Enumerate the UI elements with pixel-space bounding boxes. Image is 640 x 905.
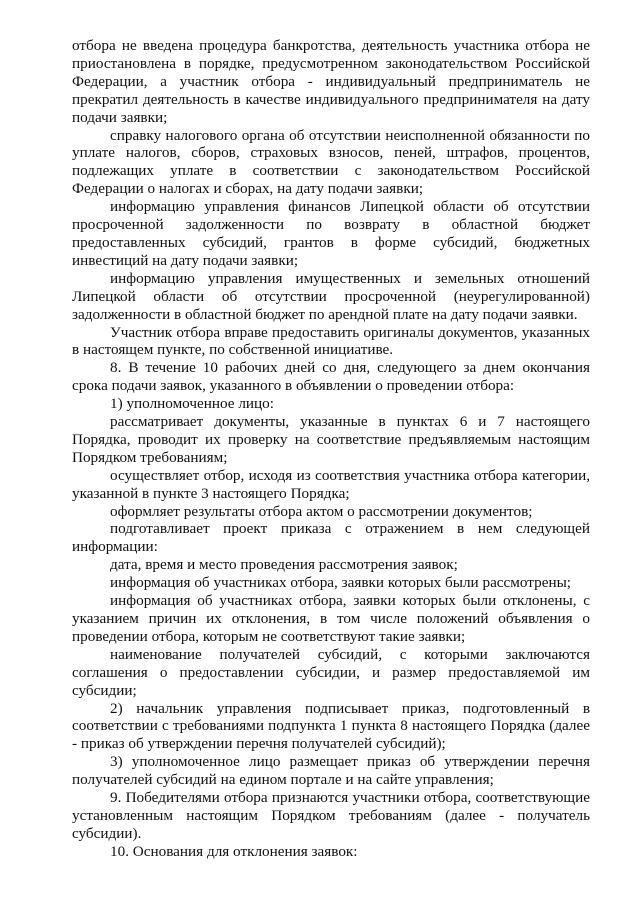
paragraph: 2) начальник управления подписывает приказ, подготовленный в соответствии с требованиями подпункта 1 пункта 8 настоящего Порядка (далее - приказ об утверждении перечня получателей субсидий);	[72, 699, 590, 753]
paragraph: 10. Основания для отклонения заявок:	[110, 842, 358, 860]
paragraph: 8. В течение 10 рабочих дней со дня, следующего за днем окончания срока подачи заявок, указанного в объявлении о проведении отбора:	[72, 359, 590, 395]
document-page	[72, 37, 590, 861]
paragraph: дата, время и место проведения рассмотрения заявок;	[110, 556, 458, 574]
paragraph: 1) уполномоченное лицо:	[110, 395, 274, 413]
paragraph: информация об участниках отбора, заявки которых были отклонены, с указанием причин их отклонения, в том числе положений объявления о проведении отбора, которым не соответствуют такие заявки;	[72, 592, 590, 645]
paragraph: отбора не введена процедура банкротства, деятельность участника отбора не приостановлена в порядке, предусмотренном законодательством Российской Федерации, а участник отбора - индивидуальный предприниматель не прекратил деятельность в качестве индивидуального предпринимателя на дату подачи заявки;	[72, 37, 590, 126]
paragraph: рассматривает документы, указанные в пунктах 6 и 7 настоящего Порядка, проводит их проверку на соответствие предъявляемым настоящим Порядком требованиям;	[72, 413, 590, 466]
paragraph: 3) уполномоченное лицо размещает приказ об утверждении перечня получателей субсидий на едином портале и на сайте управления;	[72, 753, 590, 789]
paragraph: информацию управления финансов Липецкой области об отсутствии просроченной задолженности по возврату в областной бюджет предоставленных субсидий, грантов в форме субсидий, бюджетных инвестиций на дату подачи заявки;	[72, 198, 590, 269]
paragraph: информацию управления имущественных и земельных отношений Липецкой области об отсутствии просроченной (неурегулированной) задолженности в областной бюджет по арендной плате на дату подачи заявки.	[72, 269, 590, 323]
paragraph: 9. Победителями отбора признаются участники отбора, соответствующие установленным настоящим Порядком требованиям (далее - получатель субсидии).	[72, 789, 590, 842]
paragraph: осуществляет отбор, исходя из соответствия участника отбора категории, указанной в пункте 3 настоящего Порядка;	[72, 466, 590, 502]
paragraph: информация об участниках отбора, заявки которых были рассмотрены;	[110, 574, 572, 592]
paragraph: справку налогового органа об отсутствии неисполненной обязанности по уплате налогов, сборов, страховых взносов, пеней, штрафов, процентов, подлежащих уплате в соответствии с законодательством Российской Федерации о налогах и сборах, на дату подачи заявки;	[72, 126, 590, 198]
paragraph: наименование получателей субсидий, с которыми заключаются соглашения о предоставлении субсидии, и размер предоставляемой им субсидии;	[72, 645, 590, 699]
paragraph: оформляет результаты отбора актом о рассмотрении документов;	[110, 502, 533, 520]
paragraph: подготавливает проект приказа с отражением в нем следующей информации:	[72, 520, 590, 556]
paragraph: Участник отбора вправе предоставить оригиналы документов, указанных в настоящем пункте, по собственной инициативе.	[72, 323, 590, 359]
